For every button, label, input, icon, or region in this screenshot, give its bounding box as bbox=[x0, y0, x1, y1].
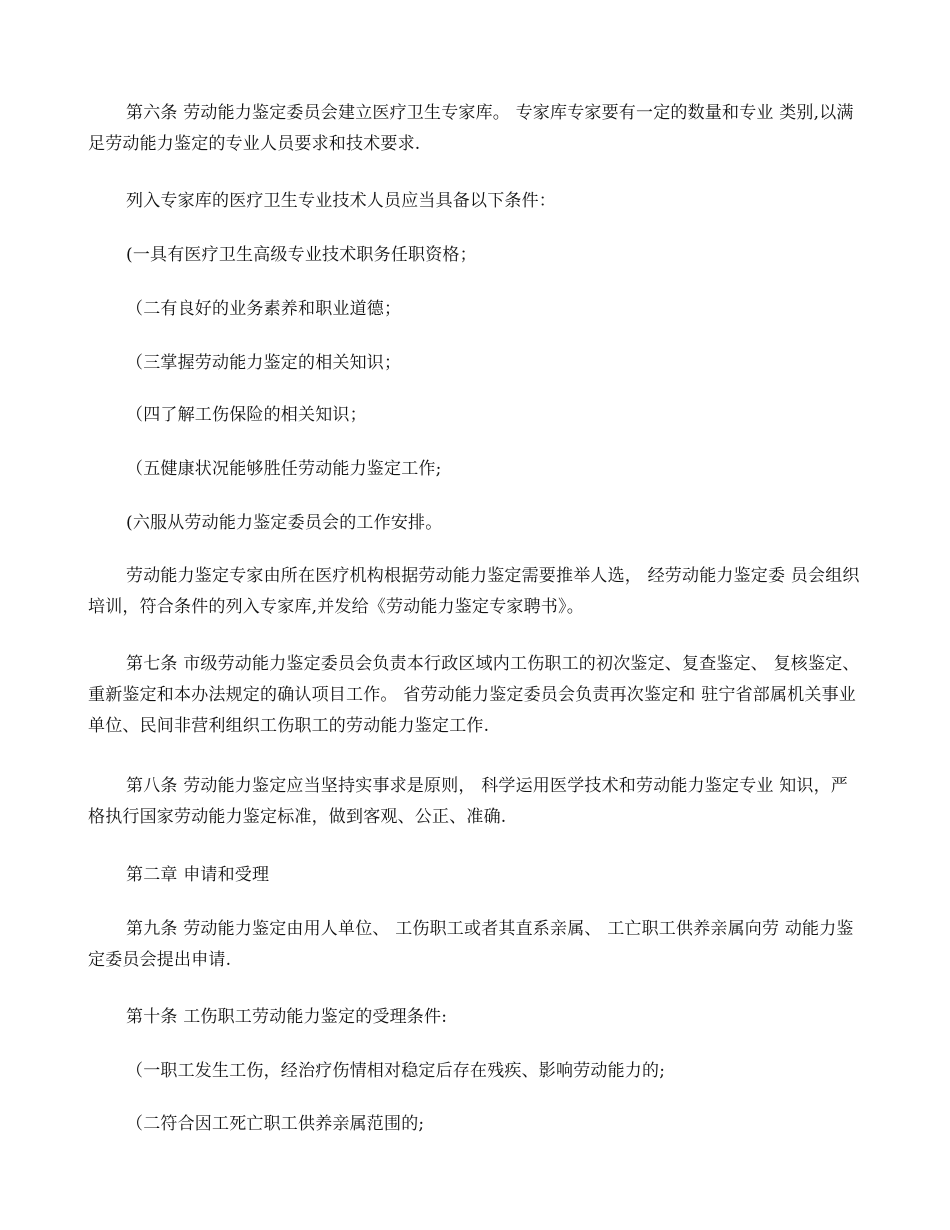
condition-item-6: (六服从劳动能力鉴定委员会的工作安排。 bbox=[126, 513, 443, 533]
expert-conditions-intro: 列入专家库的医疗卫生专业技术人员应当具备以下条件： bbox=[126, 191, 556, 211]
condition-item-4: （四了解工伤保险的相关知识； bbox=[126, 405, 367, 425]
chapter-2-heading: 第二章 申请和受理 bbox=[126, 865, 270, 885]
article-8-paragraph: 第八条 劳动能力鉴定应当坚持实事求是原则， 科学运用医学技术和劳动能力鉴定专业 知识，严格执行国家劳动能力鉴定标准，做到客观、公正、准确. bbox=[88, 776, 849, 827]
acceptance-condition-1: （一职工发生工伤，经治疗伤情相对稳定后存在残疾、影响劳动能力的; bbox=[126, 1061, 666, 1081]
condition-item-1: (一具有医疗卫生高级专业技术职务任职资格； bbox=[126, 245, 477, 265]
expert-appointment-paragraph: 劳动能力鉴定专家由所在医疗机构根据劳动能力鉴定需要推举人选， 经劳动能力鉴定委 员会组织培训，符合条件的列入专家库,并发给《劳动能力鉴定专家聘书》。 bbox=[88, 566, 860, 617]
condition-item-5: （五健康状况能够胜任劳动能力鉴定工作; bbox=[126, 459, 442, 479]
condition-item-3: （三掌握劳动能力鉴定的相关知识； bbox=[126, 353, 402, 373]
acceptance-condition-2: （二符合因工死亡职工供养亲属范围的; bbox=[126, 1114, 425, 1134]
condition-item-2: （二有良好的业务素养和职业道德； bbox=[126, 299, 402, 319]
article-6-paragraph: 第六条 劳动能力鉴定委员会建立医疗卫生专家库。 专家库专家要有一定的数量和专业 类别,以满足劳动能力鉴定的专业人员要求和技术要求. bbox=[88, 103, 854, 154]
article-7-paragraph: 第七条 市级劳动能力鉴定委员会负责本行政区域内工伤职工的初次鉴定、复查鉴定、 复核鉴定、 重新鉴定和本办法规定的确认项目工作。 省劳动能力鉴定委员会负责再次鉴定和 驻宁省部属机关事业单位、民间非营利组织工伤职工的劳动能力鉴定工作. bbox=[88, 654, 860, 736]
article-10-paragraph: 第十条 工伤职工劳动能力鉴定的受理条件: bbox=[126, 1007, 448, 1027]
article-9-paragraph: 第九条 劳动能力鉴定由用人单位、 工伤职工或者其直系亲属、 工亡职工供养亲属向劳 动能力鉴定委员会提出申请. bbox=[88, 919, 854, 970]
